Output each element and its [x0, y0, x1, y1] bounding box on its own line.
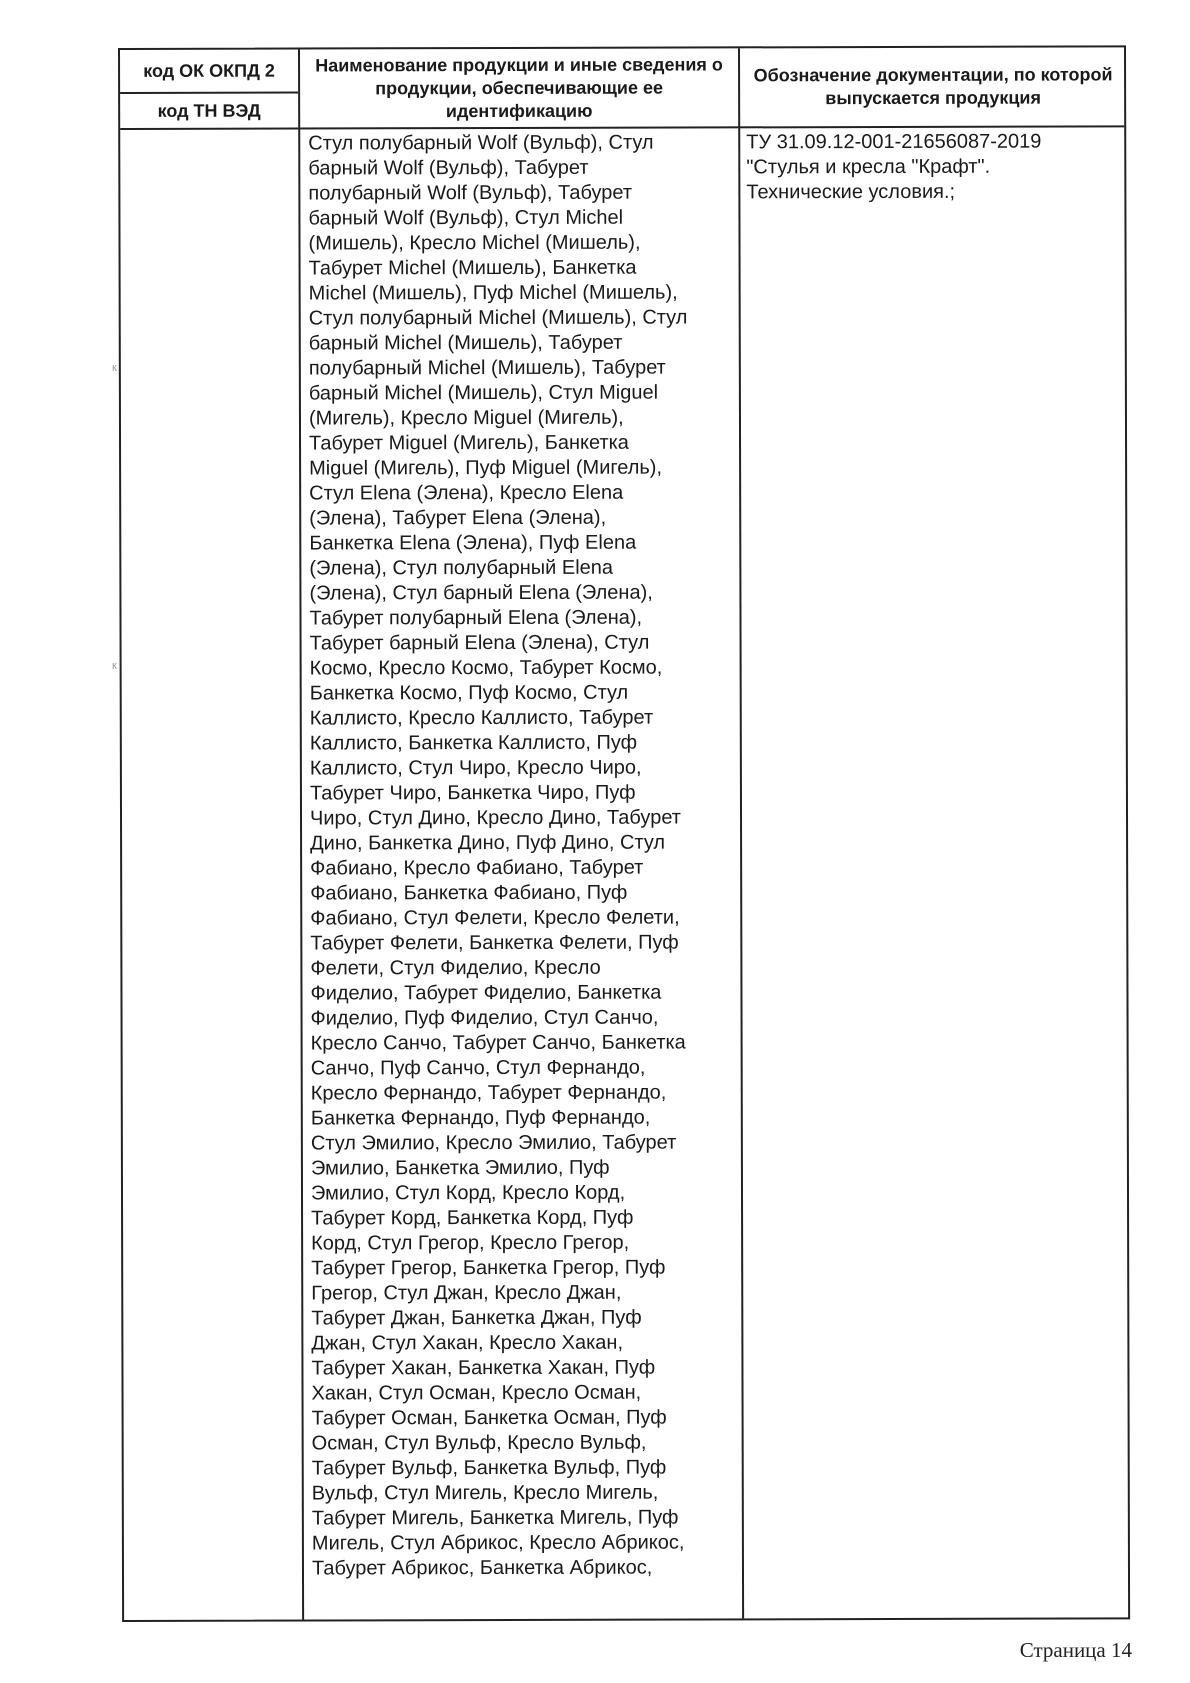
margin-mark: к [112, 362, 117, 374]
product-list-cell: Стул полубарный Wolf (Вульф), Стул барный Wolf (Вульф), Табурет полубарный Wolf (Вульф), Табурет барный Wolf (Вульф), Стул Michel (Мишель), Кресло Michel (Мишель), Табурет Michel (Мишель), Банкетка Michel (Мишель), Пуф Michel (Мишель), Стул полубарный Michel (Мишель), Стул барный Michel (Мишель), Табурет полубарный Michel (Мишель), Табурет барный Michel (Мишель), Стул Miguel (Мигель), Кресло Miguel (Мигель), Табурет Miguel (Мигель), Банкетка Miguel (Мигель), Пуф Miguel (Мигель), Стул Elena (Элена), Кресло Elena (Элена), Табурет Elena (Элена), Банкетка Elena (Элена), Пуф Elena (Элена), Стул полубарный Elena (Элена), Стул барный Elena (Элена), Табурет полубарный Elena (Элена), Табурет барный Elena (Элена), Стул Космо, Кресло Космо, Табурет Космо, Банкетка Космо, Пуф Космо, Стул Каллисто, Кресло Каллисто, Табурет Каллисто, Банкетка Каллисто, Пуф Каллисто, Стул Чиро, Кресло Чиро, Табурет Чиро, Банкетка Чиро, Пуф Чиро, Стул Дино, Кресло Дино, Табурет Дино, Банкетка Дино, Пуф Дино, Стул Фабиано, Кресло Фабиано, Табурет Фабиано, Банкетка Фабиано, Пуф Фабиано, Стул Фелети, Кресло Фелети, Табурет Фелети, Банкетка Фелети, Пуф Фелети, Стул Фиделио, Кресло Фиделио, Табурет Фиделио, Банкетка Фиделио, Пуф Фиделио, Стул Санчо, Кресло Санчо, Табурет Санчо, Банкетка Санчо, Пуф Санчо, Стул Фернандо, Кресло Фернандо, Табурет Фернандо, Банкетка Фернандо, Пуф Фернандо, Стул Эмилио, Кресло Эмилио, Табурет Эмилио, Банкетка Эмилио, Пуф Эмилио, Стул Корд, Кресло Корд, Табурет Корд, Банкетка Корд, Пуф Корд, Стул Грегор, Кресло Грегор, Табурет Грегор, Банкетка Грегор, Пуф Грегор, Стул Джан, Кресло Джан, Табурет Джан, Банкетка Джан, Пуф Джан, Стул Хакан, Кресло Хакан, Табурет Хакан, Банкетка Хакан, Пуф Хакан, Стул Осман, Кресло Осман, Табурет Осман, Банкетка Осман, Пуф Осман, Стул Вульф, Кресло Вульф, Табурет Вульф, Банкетка Вульф, Пуф Вульф, Стул Мигель, Кресло Мигель, Табурет Мигель, Банкетка Мигель, Пуф Мигель, Стул Абрикос, Кресло Абрикос, Табурет Абрикос, Банкетка Абрикос, [308, 131, 688, 1580]
page-number: Страница 14 [1019, 1638, 1132, 1662]
documentation-cell: ТУ 31.09.12-001-21656087-2019 "Стулья и кресла "Крафт". Технические условия.; [746, 130, 1042, 204]
margin-mark: к [112, 660, 117, 672]
header-documentation: Обозначение документации, по которой выпускается продукция [753, 64, 1113, 109]
header-code-okpd: код ОК ОКПД 2 [143, 60, 275, 81]
certificate-table [118, 45, 1130, 1622]
column-divider [738, 48, 744, 1618]
header-code-tn: код ТН ВЭД [157, 100, 261, 121]
header-product-name: Наименование продукции и иные сведения о продукции, обеспечивающие ее идентификацию [315, 53, 723, 121]
column-divider [298, 50, 304, 1620]
